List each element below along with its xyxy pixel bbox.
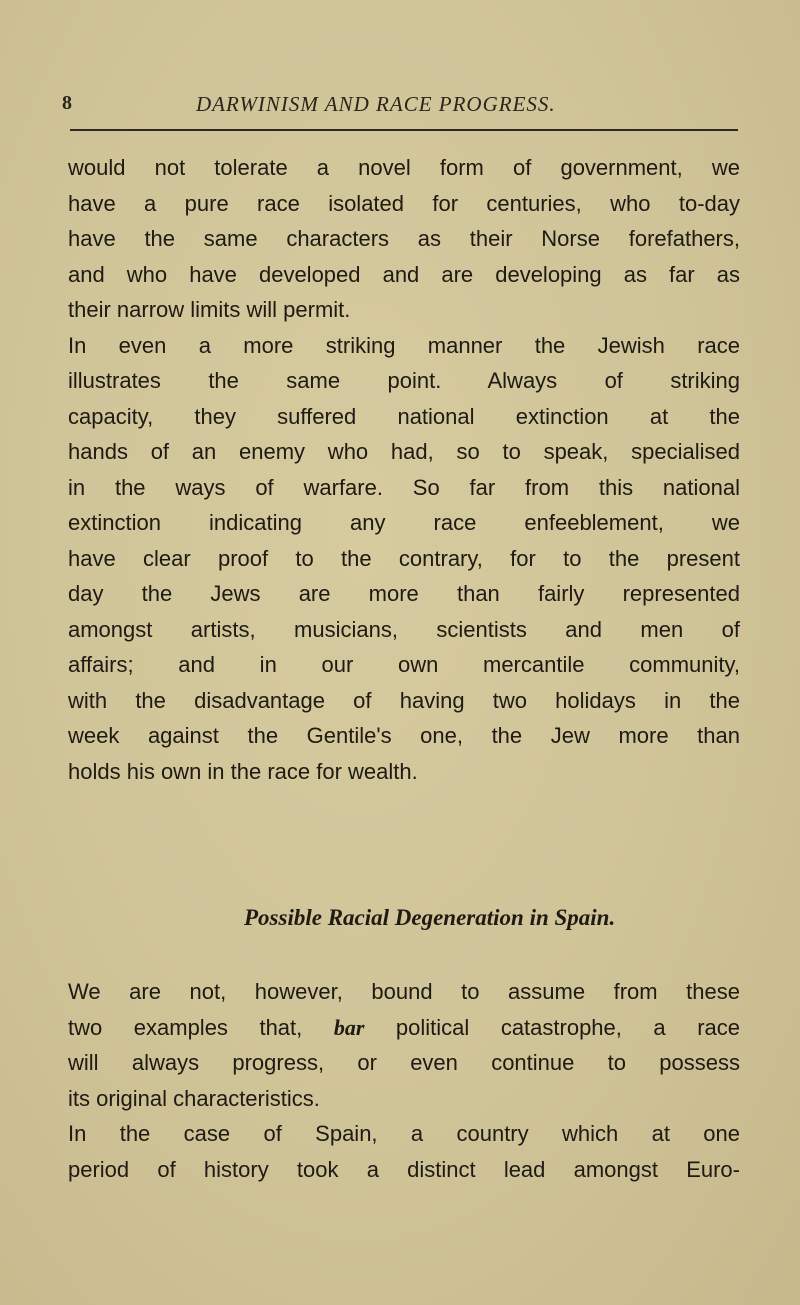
section-heading: Possible Racial Degeneration in Spain. xyxy=(244,905,616,930)
paragraph-1 xyxy=(68,150,740,328)
text-line: period of history took a distinct lead amongst Euro- xyxy=(68,1156,740,1182)
text-line: hands of an enemy who had, so to speak, specialised xyxy=(68,439,740,464)
text-line: week against the Gentile's one, the Jew more than xyxy=(68,723,740,748)
text-line: affairs; and in our own mercantile community, xyxy=(68,652,740,677)
text-line: amongst artists, musicians, scientists and men of xyxy=(68,616,740,642)
text-line: day the Jews are more than fairly represented xyxy=(68,581,740,606)
text-line: have the same characters as their Norse forefathers, xyxy=(68,226,740,251)
text-line xyxy=(68,1010,740,1046)
paragraph-4 xyxy=(68,1116,740,1187)
text-line: and who have developed and are developing as far as xyxy=(68,261,740,287)
paragraph-2 xyxy=(68,328,740,790)
emphasized-word: bar xyxy=(333,1014,365,1040)
text-line: will always progress, or even continue to possess xyxy=(68,1050,740,1075)
text-line: extinction indicating any race enfeeblement, we xyxy=(68,510,740,535)
text-line: their narrow limits will permit. xyxy=(68,297,351,322)
page-number: 8 xyxy=(62,92,72,114)
running-head: DARWINISM AND RACE PROGRESS. xyxy=(196,92,556,116)
text-line: In the case of Spain, a country which at one xyxy=(68,1121,740,1146)
body-text-lower xyxy=(68,974,740,1187)
text-fragment: two examples that, xyxy=(68,1014,334,1040)
text-line: have clear proof to the contrary, for to the present xyxy=(68,545,740,571)
paragraph-3 xyxy=(68,974,740,1116)
text-line: in the ways of warfare. So far from this national xyxy=(68,474,740,500)
text-line: We are not, however, bound to assume from these xyxy=(68,979,740,1004)
text-line: have a pure race isolated for centuries, who to-day xyxy=(68,190,740,216)
text-line: would not tolerate a novel form of government, we xyxy=(68,155,740,180)
text-line: In even a more striking manner the Jewish race xyxy=(68,332,740,358)
text-line: its original characteristics. xyxy=(68,1085,320,1111)
page-header xyxy=(62,88,742,122)
text-line: illustrates the same point. Always of striking xyxy=(68,368,740,393)
text-line: holds his own in the race for wealth. xyxy=(68,758,418,784)
text-line: capacity, they suffered national extinction at the xyxy=(68,403,740,429)
text-fragment: political catastrophe, a race xyxy=(364,1014,740,1040)
text-line: with the disadvantage of having two holidays in the xyxy=(68,687,740,713)
body-text-upper xyxy=(68,150,740,789)
header-rule xyxy=(70,129,738,131)
